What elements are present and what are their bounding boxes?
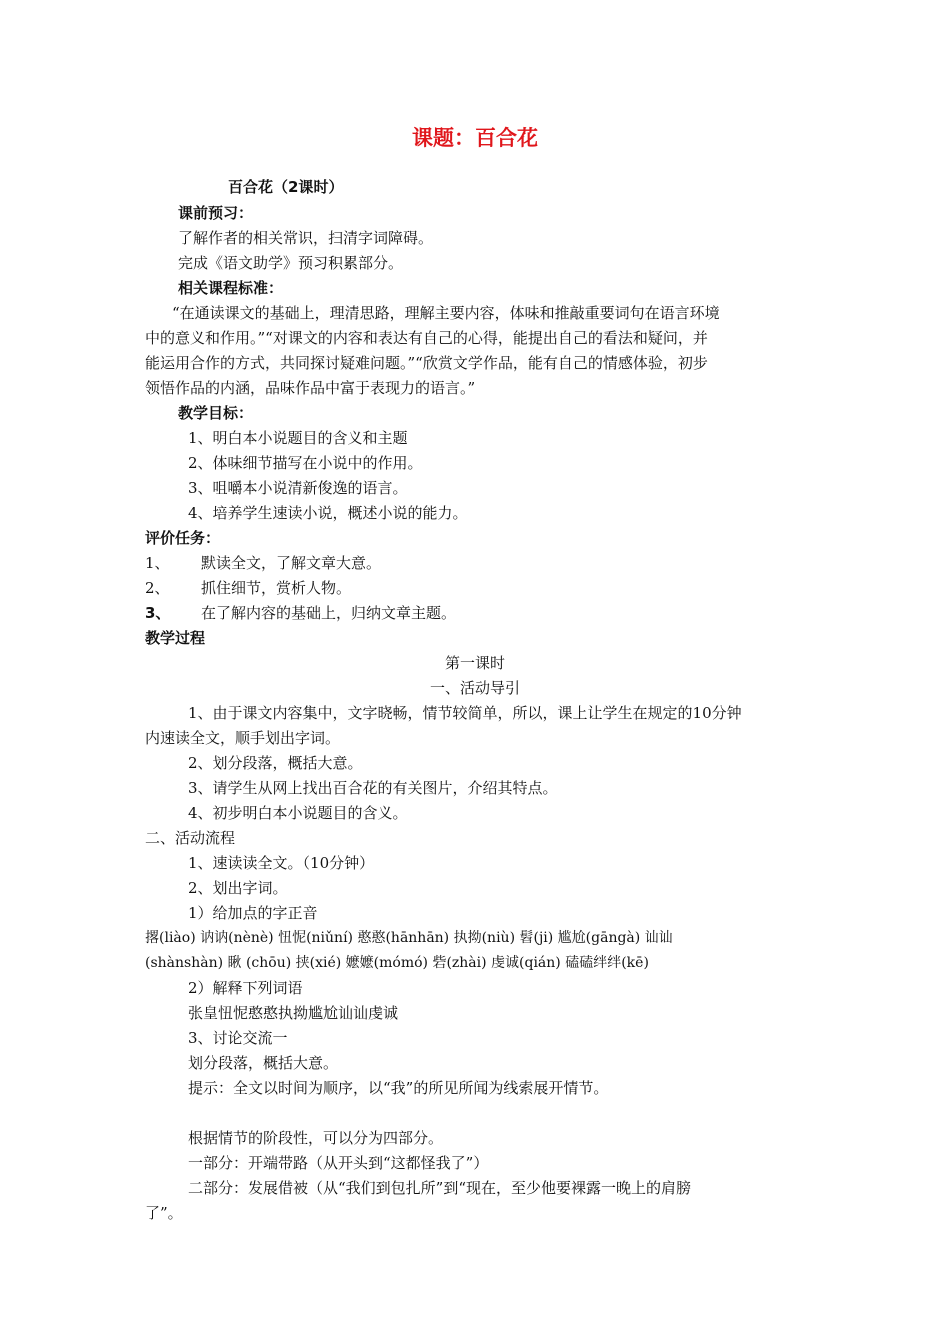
section2-line: 1）给加点的字正音 (188, 904, 318, 922)
goal-item: 1、明白本小说题目的含义和主题 (188, 429, 408, 447)
vocab-line: 张皇忸怩憨憨执拗尴尬讪讪虔诚 (188, 1004, 399, 1022)
preview-item: 了解作者的相关常识，扫清字词障碍。 (178, 229, 434, 247)
section2-line: 2、划出字词。 (188, 879, 288, 897)
preview-item: 完成《语文助学》预习积累部分。 (178, 254, 404, 272)
section1-line: 2、划分段落，概括大意。 (188, 754, 363, 772)
section2-line: 3、讨论交流一 (188, 1029, 288, 1047)
part-line: 二部分：发展借被（从“我们到包扎所”到“现在，至少他要裸露一晚上的肩膀 (188, 1179, 692, 1197)
goals-heading: 教学目标： (178, 404, 254, 422)
task-item (145, 577, 351, 599)
lesson-title: 第一课时 (444, 654, 505, 672)
section1-line: 4、初步明白本小说题目的含义。 (188, 804, 408, 822)
standards-line: 能运用合作的方式，共同探讨疑难问题。”“欣赏文学作品，能有自己的情感体验，初步 (145, 354, 708, 372)
tasks-heading: 评价任务： (145, 529, 221, 547)
task-text: 在了解内容的基础上，归纳文章主题。 (201, 604, 457, 622)
task-number: 3、 (145, 604, 171, 622)
standards-line: “在通读课文的基础上，理清思路，理解主要内容，体味和推敲重要词句在语言环境 (172, 304, 720, 322)
section1-title: 一、活动导引 (429, 679, 520, 697)
section2-line: 划分段落，概括大意。 (188, 1054, 339, 1072)
task-item (145, 602, 456, 624)
section1-line: 3、请学生从网上找出百合花的有关图片，介绍其特点。 (188, 779, 558, 797)
section2-line: 根据情节的阶段性，可以分为四部分。 (188, 1129, 444, 1147)
hint-line: 提示：全文以时间为顺序，以“我”的所见所闻为线索展开情节。 (188, 1079, 609, 1097)
task-text: 默读全文，了解文章大意。 (201, 554, 382, 572)
pinyin-line: (shànshàn) 瞅 (chōu) 挟(xié) 嬷嬷(mómó) 砦(zhài) 虔诚(qián) 磕磕绊绊(kē) (145, 955, 649, 971)
process-heading: 教学过程 (145, 629, 206, 647)
part-line: 一部分：开端带路（从开头到“这都怪我了”） (188, 1154, 489, 1172)
task-number: 2、 (145, 579, 170, 597)
section1-line: 内速读全文，顺手划出字词。 (145, 729, 341, 747)
section2-title: 二、活动流程 (145, 829, 236, 847)
pinyin-line: 撂(liào) 讷讷(nènè) 忸怩(niǔní) 憨憨(hānhān) 执拗(niù) 髫(ji) 尴尬(gāngà) 讪讪 (145, 930, 673, 946)
goal-item: 2、体味细节描写在小说中的作用。 (188, 454, 423, 472)
task-item (145, 552, 381, 574)
goal-item: 4、培养学生速读小说，概述小说的能力。 (188, 504, 468, 522)
part-line: 了”。 (145, 1204, 183, 1222)
section1-line: 1、由于课文内容集中，文字晓畅，情节较简单，所以，课上让学生在规定的10分钟 (188, 704, 742, 722)
standards-line: 中的意义和作用。”“对课文的内容和表达有自己的心得，能提出自己的看法和疑问，并 (145, 329, 708, 347)
task-number: 1、 (145, 554, 170, 572)
goal-item: 3、咀嚼本小说清新俊逸的语言。 (188, 479, 408, 497)
standards-heading: 相关课程标准： (178, 279, 284, 297)
section2-line: 1、速读读全文。（10分钟） (188, 854, 375, 872)
standards-line: 领悟作品的内涵，品味作品中富于表现力的语言。” (145, 379, 476, 397)
subtitle: 百合花（2课时） (228, 178, 344, 196)
page-title: 课题：百合花 (412, 126, 538, 150)
preview-heading: 课前预习： (178, 204, 254, 222)
task-text: 抓住细节，赏析人物。 (201, 579, 352, 597)
section2-line: 2）解释下列词语 (188, 979, 303, 997)
